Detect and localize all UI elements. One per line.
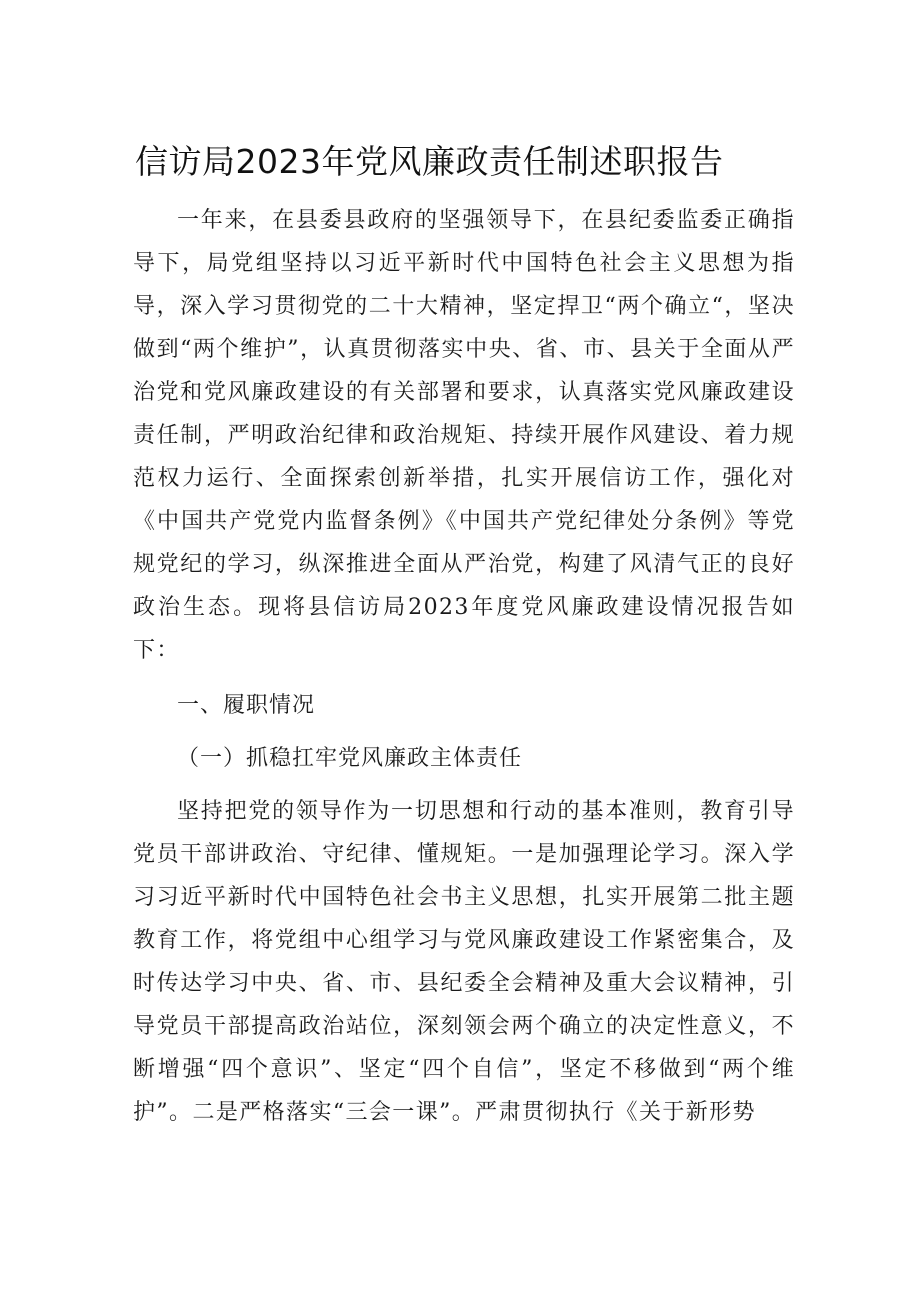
document-title: 信访局2023年党风廉政责任制述职报告 <box>135 142 724 181</box>
body-paragraph: 坚持把党的领导作为一切思想和行动的基本准则，教育引导党员干部讲政治、守纪律、懂规矩。一是加强理论学习。深入学习习近平新时代中国特色社会书主义思想，扎实开展第二批主题教育工作，将党组中心组学习与党风廉政建设工作紧密集合，及时传达学习中央、省、市、县纪委全会精神及重大会议精神，引导党员干部提高政治站位，深刻领会两个确立的决定性意义，不断增强“四个意识”、坚定“四个自信”，坚定不移做到“两个维护”。二是严格落实“三会一课”。严肃贯彻执行《关于新形势 <box>133 799 795 1125</box>
intro-paragraph: 一年来，在县委县政府的坚强领导下，在县纪委监委正确指导下，局党组坚持以习近平新时代中国特色社会主义思想为指导，深入学习贯彻党的二十大精神，坚定捍卫“两个确立“，坚决做到“两个维护”，认真贯彻落实中央、省、市、县关于全面从严治党和党风廉政建设的有关部署和要求，认真落实党风廉政建设责任制，严明政治纪律和政治规矩、持续开展作风建设、着力规范权力运行、全面探索创新举措，扎实开展信访工作，强化对《中国共产党党内监督条例》《中国共产党纪律处分条例》等党规党纪的学习，纵深推进全面从严治党，构建了风清气正的良好政治生态。现将县信访局2023年度党风廉政建设情况报告如下： <box>133 208 795 663</box>
document-body <box>133 199 795 1134</box>
section-heading: 一、履职情况 <box>177 693 316 718</box>
subsection-heading: （一）抓稳扛牢党风廉政主体责任 <box>177 746 523 771</box>
